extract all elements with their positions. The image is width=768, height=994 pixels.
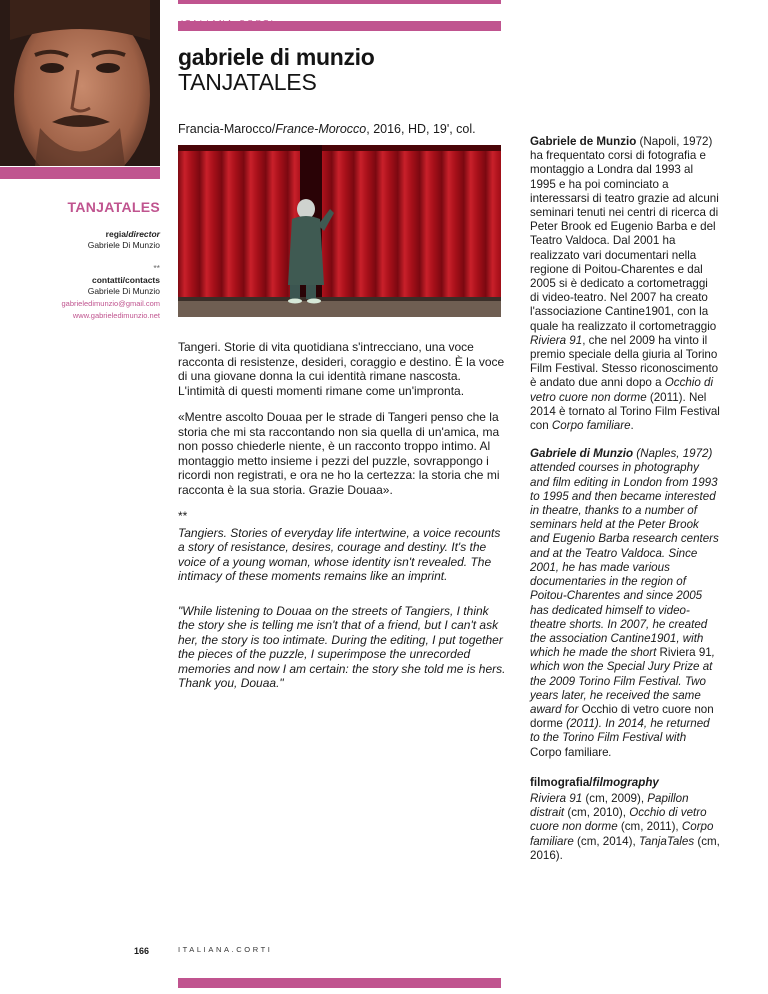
- filmography-label: filmografia/filmography: [530, 775, 659, 789]
- bio-en: Gabriele di Munzio (Naples, 1972) attended courses in photography and film editing in London from 1993 to 1995 and then became interested in theatre, thanks to a number of seminars held at the Peter Brook and Eugenio Barba research centers and at the Teatro Valdoca. Since 2001, he has made various documentaries in the region of Poitou-Charentes and since 2005 has dedicated himself to video-theatre shorts. In 2007, he created the association Cantine1901, with which he made the short Riviera 91, which won the Special Jury Prize at the 2009 Torino Film Festival. Two years later, he received the same award for Occhio di vetro cuore non dorme (2011). In 2014, he returned to the Torino Film Festival with Corpo familiare.: [530, 447, 719, 759]
- sidebar-film-title: TANJATALES: [67, 199, 160, 215]
- footer-series-tag: ITALIANA.CORTI: [178, 945, 273, 954]
- contacts-label: contatti/contacts: [91, 275, 160, 285]
- portrait-accent-bar: [0, 167, 160, 179]
- meta-details: , 2016, HD, 19', col.: [366, 122, 476, 136]
- film-title: TANJATALES: [178, 69, 317, 95]
- author-title: gabriele di munzio: [178, 44, 375, 70]
- synopsis-en-1: Tangiers. Stories of everyday life intertwine, a voice recounts a story of resistance, desires, courage and destiny. It's the voice of a young woman, whose identity isn't revealed. The intimacy of these moments remains like an imprint.: [178, 525, 501, 583]
- meta-origin-it: Francia-Marocco/: [178, 122, 276, 136]
- contact-website-link[interactable]: www.gabrieledimunzio.net: [72, 311, 160, 320]
- synopsis-separator: **: [178, 509, 188, 523]
- contact-email-link[interactable]: gabrieledimunzio@gmail.com: [61, 299, 160, 308]
- synopsis-it-1: Tangeri. Storie di vita quotidiana s'intrecciano, una voce racconta di resistenze, desideri, coraggio e destino. È la voce di una giovane donna la cui identità rimane nascosta. L'intimità di questi momenti rimane come un'impronta.: [178, 340, 505, 398]
- meta-origin-en: France-Morocco: [275, 122, 367, 136]
- contacts-credit: [88, 275, 160, 297]
- filmography-list: Riviera 91 (cm, 2009), Papillon distrait (cm, 2010), Occhio di vetro cuore non dorme (cm, 2011), Corpo familiare (cm, 2014), TanjaTales (cm, 2016).: [530, 791, 720, 862]
- bio-en-name: Gabriele di Munzio: [530, 447, 634, 461]
- synopsis-en-2: "While listening to Douaa on the streets of Tangiers, I think the story she is telling me isn't that of a friend, but I can't ask her, the story is too intimate. During the editing, I put together the pieces of the puzzle, I superimpose the unrecorded memories and now I am certain: the story she told me is hers. Thank you, Douaa.": [178, 603, 506, 690]
- page-number: 166: [134, 946, 150, 956]
- sidebar-separator: **: [153, 263, 160, 273]
- header-top-bar: [178, 0, 501, 4]
- bio-column: [530, 135, 720, 873]
- footer-accent-bar: [178, 978, 501, 988]
- director-name: Gabriele Di Munzio: [87, 240, 160, 250]
- synopsis-it-2: «Mentre ascolto Douaa per le strade di Tangeri penso che la storia che mi sta raccontando non sia quella di un'amica, ma non posso chiederle niente, è un racconto troppo intimo. Al montaggio metto insieme i pezzi del puzzle, sovrappongo i ricordi non registrati, e ora ne ho la certezza: la storia che mi racconta è la sua storia. Grazie Douaa».: [178, 410, 500, 497]
- bio-it: Gabriele de Munzio (Napoli, 1972) ha frequentato corsi di fotografia e montaggio a Londra dal 1993 al 1995 e ha poi cominciato a interessarsi di teatro grazie ad alcuni seminari tenuti nei centri di ricerca di Peter Brook ed Eugenio Barba e del Teatro Valdoca. Dal 2001 ha realizzato vari documentari nella regione di Poitou-Charentes e dal 2005 si è dedicato a cortometraggi di video-teatro. Nel 2007 ha creato l'associazione Cantine1901, con la quale ha realizzato il cortometraggio Riviera 91, che nel 2009 ha vinto il premio speciale della giuria al Torino Film Festival. Stesso riconoscimento è andato due anni dopo a Occhio di vetro cuore non dorme (2011). Nel 2014 è tornato al Torino Film Festival con Corpo familiare.: [530, 135, 720, 433]
- director-credit: [88, 229, 160, 251]
- header-accent-bar: [178, 21, 501, 31]
- director-portrait: [0, 0, 160, 166]
- film-meta-line: [178, 122, 476, 136]
- bio-it-name: Gabriele de Munzio: [530, 135, 637, 148]
- director-label: regia/director: [105, 229, 160, 239]
- synopsis-column: [178, 340, 508, 703]
- film-still-image: [178, 145, 501, 317]
- contacts-name: Gabriele Di Munzio: [87, 286, 160, 296]
